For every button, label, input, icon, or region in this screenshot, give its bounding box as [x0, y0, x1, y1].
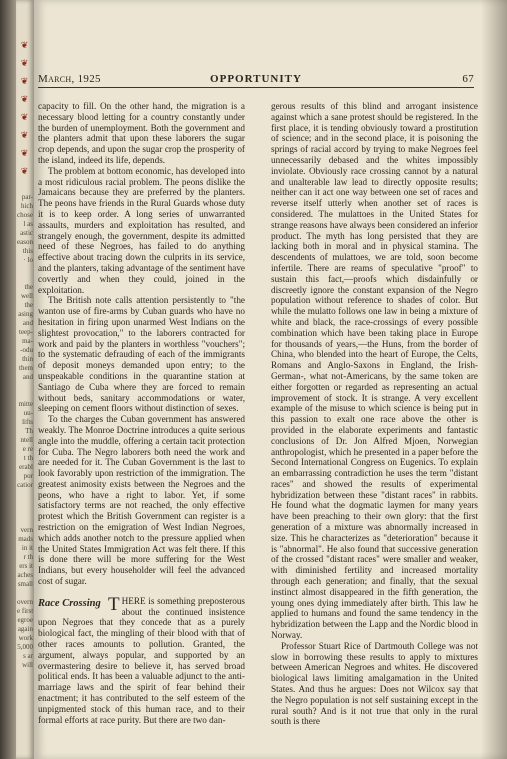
margin-fragment: r th [23, 553, 33, 561]
margin-fragment: and [22, 373, 33, 381]
page-curve-shadow [473, 0, 507, 759]
margin-fragment: well [20, 292, 33, 300]
page-number: 67 [462, 73, 474, 85]
paragraph-migration: capacity to fill. On the other hand, the migration is a necessary blood letting for a country constantly under the burden of unemployment. Both the government and the planters admit that upon these laborers the sugar crop depends, and upon the sugar crop the prosperity of the island, indeed its life, depends. [38, 101, 245, 165]
margin-fragment: the [24, 301, 33, 309]
margin-fragment: ers it [19, 562, 33, 570]
margin-fragment: uu- [23, 409, 33, 417]
margin-fragment: aches [17, 571, 33, 579]
margin-fragment: the [24, 283, 33, 291]
margin-fragment: overn [17, 598, 33, 606]
magazine-page [34, 0, 507, 759]
race-crossing-section [38, 593, 245, 726]
margin-fragment: asing [18, 310, 33, 318]
left-column [38, 101, 245, 725]
magazine-title: OPPORTUNITY [210, 73, 302, 85]
section-heading-race-crossing: Race Crossing [38, 597, 101, 609]
margin-fragment: s ar [23, 652, 33, 660]
margin-fragment: and [22, 319, 33, 327]
paragraph-cuban-answer: To the charges the Cuban government has answered weakly. The Monroe Doctrine introduces a quite serious angle into the muddle, offering a certain tacit protection for Cuba. The Negro laborers both need the work and are needed for it. The Cuban Government is the last to look favorably upon restriction of the immigration. The greatest animosity exists between the Negroes and the peons, who have a right to labor. Yet, if some satisfactory terms are not reached, the only effective protest which the British Government can register is a restriction on the emigration of West Indian Negroes, which adds another notch to the pressure applied when the United States Immigration Act was felt there. If this is done there will be more suffering for the West Indians, but every householder will feel the advanced cost of sugar. [38, 414, 245, 587]
margin-fragment: teep- [19, 328, 33, 336]
margin-fragment: e re [22, 445, 33, 453]
margin-fragment: chose [17, 211, 33, 219]
margin-fragment: catior [17, 481, 33, 489]
margin-fragment: vern [20, 526, 33, 534]
previous-page-edge [16, 0, 34, 759]
ornament-icon: ❦ [20, 94, 29, 104]
ornament-icon: ❦ [20, 58, 29, 68]
margin-fragment: -odu [20, 346, 33, 354]
margin-fragment: hich [20, 202, 33, 210]
margin-fragment: this [22, 247, 33, 255]
margin-fragment: par- [21, 193, 33, 201]
running-header [38, 73, 474, 87]
margin-fragment: 5,000 [17, 643, 33, 651]
ornament-icon: ❦ [20, 40, 29, 50]
margin-fragment: e first [17, 607, 33, 615]
margin-fragment: l as [23, 220, 33, 228]
margin-fragment: small [17, 580, 33, 588]
paragraph-economic-problem: The problem at bottom economic, has developed into a most ridiculous racial problem. The peons dislike the Jamaicans because they are preferred by the planters. The peons have friends in the Rural Guards whose duty it is to keep order. A long series of unwarranted assaults, murders and exploitation has resulted, and strangely enough, the government, despite its admitted need of these Negroes, has failed to do anything effective about tracing down the culprits in its service, and the planters, taking advantage of the sentiment have covertly and when they could, joined in the exploitation. [38, 165, 245, 295]
ornament-icon: ❦ [20, 130, 29, 140]
margin-fragment: eason [17, 238, 33, 246]
ornament-icon: ❦ [20, 148, 29, 158]
margin-fragment: mads [18, 535, 33, 543]
margin-fragment: lifts [22, 418, 33, 426]
paragraph-race-crossing [38, 593, 245, 726]
paragraph-professor-rice: Professor Stuart Rice of Dartmouth College was not slow in borrowing these results to apply to mixtures between American Negroes and whites. He discovered biological laws limiting amalgamation in the United States. And thus he argues: Does not Wilcox say that the Negro population is not self sustaining except in the rural south? And is it not true that only in the rural south is there [271, 640, 478, 727]
margin-fragment: Th [25, 427, 33, 435]
margin-fragment: work [18, 634, 33, 642]
margin-fragment: ma- [22, 337, 33, 345]
margin-fragment: ntell [20, 436, 33, 444]
header-rule [38, 87, 474, 88]
margin-fragment: again [17, 625, 33, 633]
paragraph-dangerous-results: gerous results of this blind and arrogant insistence against which a sane protest should be registered. In the first place, it is tending obviously toward a prostitution of science; and in the second place, it is poisoning the springs of racial accord by trying to make Negroes feel unnecessarily debased and the whites impossibly inviolate. Obviously race crossing cannot by a natural and unalterable law lead to directly opposite results; neither can it act one way between one set of races and reverse itself utterly when another set of races is considered. The mulattoes in the United States for strange reasons have always been considered an inferior product. The myth has long persisted that they are lacking both in moral and in physical stamina. The descendents of mulattoes, we are told, soon become infertile. There are reams of speculative "proof" to sustain this fact,—proofs which disdainfully or discreetly ignore the constant expansion of the Negro population without reference to shades of color. But while the mulatto follows one law in being a mixture of white and black, the race-crossings of every possible combination which have been taking place in Europe for thousands of years,—the Huns, from the border of China, who blended into the heart of Europe, the Celts, Romans and Anglo-Saxons in England, the Irish-German-, what not-Americans, by the same token are either forgotten or regarded as representing an actual improvement of stock. It is strange. A very excellent example of the misuse to which science is being put in this passion to exalt one race above the other is provided in the elaborate experiments and fantastic conclusions of Dr. Jon Alfred Mjoen, Norwegian anthropologist, which he presented in a paper before the Second International Congress on Eugenics. To explain an embarrassing contradiction he uses the term "distant races" and showed the results of experimental hybridization between these "distant races" in rabbits. He found what the dogmatic laymen for many years have been preaching to their own glory: that the first generation of a mixture was abnormally increased in size. This he characterizes as "deterioration" because it is "abnormal". He also found that successive generation of the crossed "distant races" were smaller and weaker, with diminished fertility and increased mortality through each generation; and finally, that the sexual instinct almost disappeared in the fifth generation, the young ones dying immediately after birth. This law he applied to humans and found the same tendency in the hybridization between the Lapp and the Nordic blood in Norway. [271, 101, 478, 641]
paragraph-british-note: The British note calls attention persistently to "the wanton use of fire-arms by Cuban guards who have no hesitation in firing upon unarmed West Indians on the slightest provocation," to the laborers contracted for work and paid by the planters in worthless "vouchers"; to the systematic defrauding of each of the immigrants of deposit moneys demanded upon entry; to the unspeakable conditions in the quarantine station at Santiago de Cuba where they are forced to remain without beds, sanitary accommodations or water, sleeping on cement floors without distinction of sexes. [38, 295, 245, 414]
margin-fragment: por [23, 472, 33, 480]
margin-fragment: in it [21, 544, 33, 552]
margin-fragment: · lo [23, 256, 33, 264]
margin-fragment: erabl [19, 463, 33, 471]
margin-fragment: them [19, 364, 33, 372]
margin-fragment: will [22, 661, 33, 669]
ornament-icon: ❦ [20, 166, 29, 176]
ornament-icon: ❦ [20, 76, 29, 86]
margin-fragment: t th [23, 454, 33, 462]
ornament-icon: ❦ [20, 112, 29, 122]
book-binding [0, 0, 16, 759]
race-crossing-text: HERE is something preposterous about the continued insistence upon Negroes that they concede that as a purely biological fact, the mingling of their blood with that of other races amounts to pollution. Granted, the argument, always popular, and supported by an overmastering desire to believe it, has served broad political ends. It has been a valuable adjunct to the anti-marriage laws and the spirit of fear behind their enactment; it has contributed to the self esteem of the unpigmented stock of this human race, and to their formal efforts at race purity. But there are two dan- [38, 595, 245, 725]
right-column [271, 101, 478, 727]
issue-date: March, 1925 [38, 73, 101, 85]
margin-fragment: egroe [17, 616, 33, 624]
drop-cap: T [108, 593, 120, 615]
margin-fragment: astic [20, 229, 33, 237]
margin-fragment: thin [22, 355, 33, 363]
margin-fragment: mitte [18, 400, 33, 408]
